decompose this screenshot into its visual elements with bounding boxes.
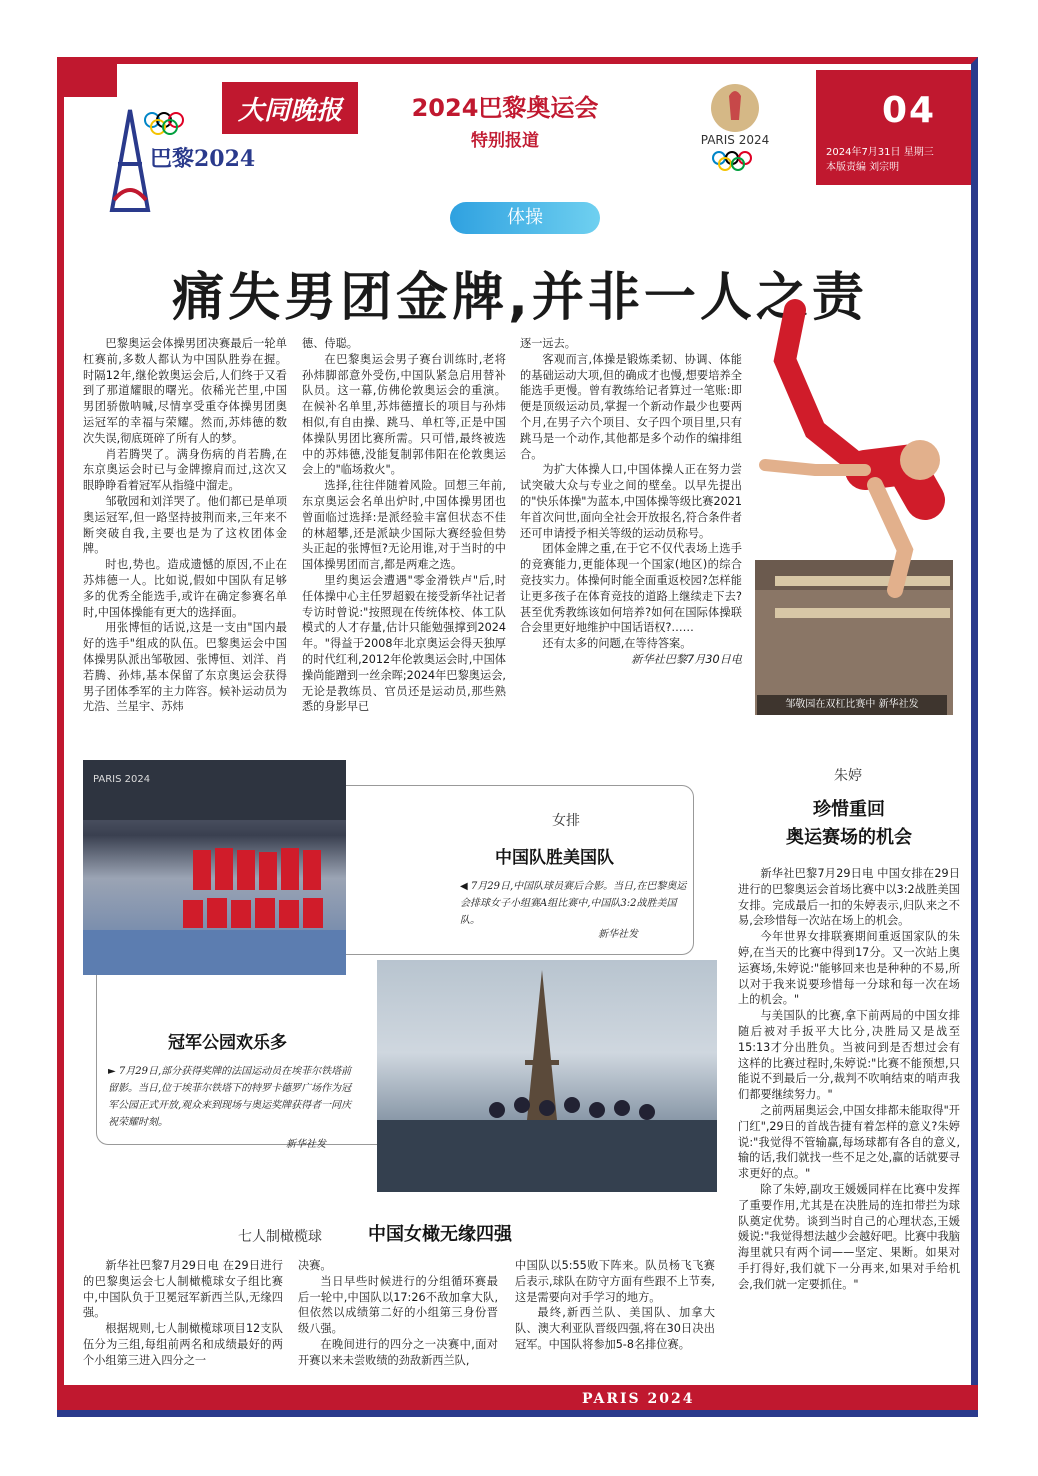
logo-text: 巴黎2024: [150, 146, 256, 172]
paris-2024-logo: [92, 100, 256, 220]
special-subtitle: 特别报道: [471, 131, 539, 151]
volleyball-category: 女排: [552, 813, 580, 829]
rugby-col-1: 新华社巴黎7月29日电 在29日进行的巴黎奥运会七人制橄榄球女子组比赛中,中国队负于卫冕冠军新西兰队,无缘四强。 根据规则,七人制橄榄球项目12支队伍分为三组,每组前两名和成绩最好的两个小组第三进入四分之一: [83, 1259, 283, 1367]
volleyball-caption-box: [346, 785, 694, 955]
main-article-col-2: 德、侍聪。 在巴黎奥运会男子赛台训练时,老将孙炜脚部意外受伤,中国队紧急启用替补队员。这一幕,仿佛伦敦奥运会的重演。在候补名单里,苏炜德擅长的项目与孙炜相似,有自由操、跳马、单杠等,正是中国体操队男团比赛所需。只可惜,最终被选中的苏炜德,没能复制郭伟阳在伦敦奥运会上的"临场救火"。 选择,往往伴随着风险。回想三年前,东京奥运会名单出炉时,中国体操男团也曾面临过选择:是派经验丰富但状态不佳的林超攀,还是派缺少国际大赛经验但势头正起的张博恒?无论用谁,对于当时的中国体操男团而言,都是两难之选。 里约奥运会遭遇"零金滑铁卢"后,时任体操中心主任罗超毅在接受新华社记者专访时曾说:"按照现在传统体校、体工队模式的人才存量,估计只能勉强撑到2024年。"得益于2008年北京奥运会得天独厚的时代红利,2012年伦敦奥运会时,中国体操尚能蹭到一丝余晖;2024年巴黎奥运会,无论是教练员、官员还是运动员,那些熟悉的身影早已: [302, 337, 506, 714]
olympic-logo-text: PARIS 2024: [700, 133, 770, 147]
volleyball-title: 中国队胜美国队: [495, 848, 614, 868]
section-tag: 体操: [450, 202, 600, 234]
page-number: 04: [882, 90, 937, 131]
footer-text: PARIS 2024: [582, 1391, 695, 1407]
gymnast-caption: 邹敬园在双杠比赛中 新华社发: [757, 695, 947, 715]
frame-corner: [57, 57, 117, 97]
special-title: 2024巴黎奥运会: [411, 94, 599, 122]
zhuting-title-line1: 珍惜重回: [813, 799, 885, 820]
footer-bar: [57, 1385, 978, 1417]
rugby-col-2: 决赛。 当日早些时候进行的分组循环赛最后一轮中,中国队以17:26不敌加拿大队,但依然以成绩第二好的小组第三身份晋级八强。 在晚间进行的四分之一决赛中,面对开赛以来未尝败绩的劲敌新西兰队,: [298, 1259, 498, 1367]
champion-park-photo: [377, 960, 717, 1192]
zhuting-article: 新华社巴黎7月29日电 中国女排在29日进行的巴黎奥运会首场比赛中以3:2战胜美国女排。完成最后一扣的朱婷表示,归队来之不易,会珍惜每一次站在场上的机会。 今年世界女排联赛期间重返国家队的朱婷,在当天的比赛中得到17分。又一次站上奥运赛场,朱婷说:"能够回来也是种种的不易,所以对于我来说要珍惜每一分球和每一次在场上的机会。" 与美国队的比赛,拿下前两局的中国女排随后被对手扳平大比分,决胜局又是战至15:13才分出胜负。当被问到是否想过会有这样的比赛过程时,朱婷说:"比赛不能预想,只能说不到最后一分,裁判不吹响结束的哨声我们都要继续努力。" 之前两届奥运会,中国女排都未能取得"开门红",29日的首战告捷有着怎样的意义?朱婷说:"我觉得不管输赢,每场球都有各自的意义,输的话,我们就找一些不足之处,赢的话就要寻求更好的点。" 除了朱婷,副攻王媛媛同样在比赛中发挥了重要作用,尤其是在决胜局的连扣带拦为球队奠定优势。谈到当时自己的心理状态,王媛媛说:"我觉得想法越少会越好吧。比赛中我脑海里就只有两个词——坚定、果断。如果对手打得好,我们就下一分再来,如果对手给机会,我们就一定要抓住。": [738, 867, 960, 1291]
page-info-box: [816, 70, 971, 185]
park-caption: ► 7月29日,部分获得奖牌的法国运动员在埃菲尔铁塔前留影。当日,位于埃菲尔铁塔下的特罗卡德罗广场作为冠军公园正式开放,观众来到现场与奥运奖牌获得者一同庆祝荣耀时刻。: [108, 1066, 352, 1128]
main-headline: 痛失男团金牌,并非一人之责: [172, 268, 868, 328]
arena-sign: PARIS 2024: [93, 774, 151, 785]
park-credit: 新华社发: [286, 1139, 326, 1150]
volleyball-team-photo: [83, 760, 346, 975]
rugby-category: 七人制橄榄球: [238, 1229, 322, 1245]
editor-line: 本版责编 刘宗明: [826, 162, 900, 173]
rugby-title: 中国女橄无缘四强: [368, 1224, 512, 1245]
issue-date: 2024年7月31日 星期三: [826, 147, 934, 158]
paper-masthead: 大同晚报: [222, 82, 358, 134]
main-article-col-1: 巴黎奥运会体操男团决赛最后一轮单杠赛前,多数人都认为中国队胜券在握。时隔12年,继伦敦奥运会后,人们终于又看到了那道耀眼的曙光。依稀光芒里,中国男团骄傲呐喊,尽情享受重夺体操男团奥运冠军的幸福与荣耀。然而,苏炜德的数次失误,彻底斑碎了所有人的梦。 肖若腾哭了。满身伤病的肖若腾,在东京奥运会时已与金牌擦肩而过,这次又眼睁睁看着冠军从指缝中溜走。 邹敬园和刘洋哭了。他们都已是单项奥运冠军,但一路坚持披荆而来,三年来不断突破自我,主要也是为了这枚团体金牌。 时也,势也。造成遗憾的原因,不止在苏炜德一人。比如说,假如中国队有足够多的优秀全能选手,或许在确定参赛名单时,中国体操能有更大的选择面。 用张博恒的话说,这是一支由"国内最好的选手"组成的队伍。巴黎奥运会中国体操男队派出邹敬园、张博恒、刘洋、肖若腾、孙炜,基本保留了东京奥运会获得男子团体季军的主力阵容。候补运动员为尤浩、兰星宇、苏炜: [83, 337, 287, 714]
gymnast-photo: [755, 290, 953, 715]
volleyball-caption: ◀ 7月29日,中国队球员赛后合影。当日,在巴黎奥运会排球女子小组赛A组比赛中,中国队3:2战胜美国队。: [460, 881, 687, 926]
volleyball-credit: 新华社发: [598, 929, 638, 940]
park-title: 冠军公园欢乐多: [168, 1033, 287, 1053]
olympic-emblem: [685, 78, 785, 178]
zhuting-category: 朱婷: [834, 768, 862, 784]
zhuting-title-line2: 奥运赛场的机会: [786, 827, 912, 848]
rugby-col-3: 中国队以5:55败下阵来。队员杨飞飞赛后表示,球队在防守方面有些跟不上节奏,这是需要向对手学习的地方。 最终,新西兰队、美国队、加拿大队、澳大利亚队晋级四强,将在30日决出冠军。中国队将参加5-8名排位赛。: [515, 1259, 715, 1351]
main-article-col-3: 逐一远去。 客观而言,体操是锻炼柔韧、协调、体能的基础运动大项,但的确成才也慢,想要培养全能选手更慢。曾有教练给记者算过一笔账:即便是顶级运动员,掌握一个新动作最少也要两个月,在男子六个项目、女子四个项目里,只有跳马是一个动作,其他都是多个动作的编排组合。 为扩大体操人口,中国体操人正在努力尝试突破大众与专业之间的壁垒。以早先提出的"快乐体操"为蓝本,中国体操等级比赛2021年首次问世,面向全社会开放报名,符合条件者还可申请授予相关等级的运动员称号。 团体金牌之重,在于它不仅代表场上选手的竞赛能力,更能体现一个国家(地区)的综合竞技实力。体操何时能全面重返校园?怎样能让更多孩子在体育竞技的道路上继续走下去?甚至优秀教练该如何培养?如何在国际体操联合会里更好地维护中国话语权?…… 还有太多的问题,在等待答案。 新华社巴黎7月30日电: [520, 337, 742, 666]
